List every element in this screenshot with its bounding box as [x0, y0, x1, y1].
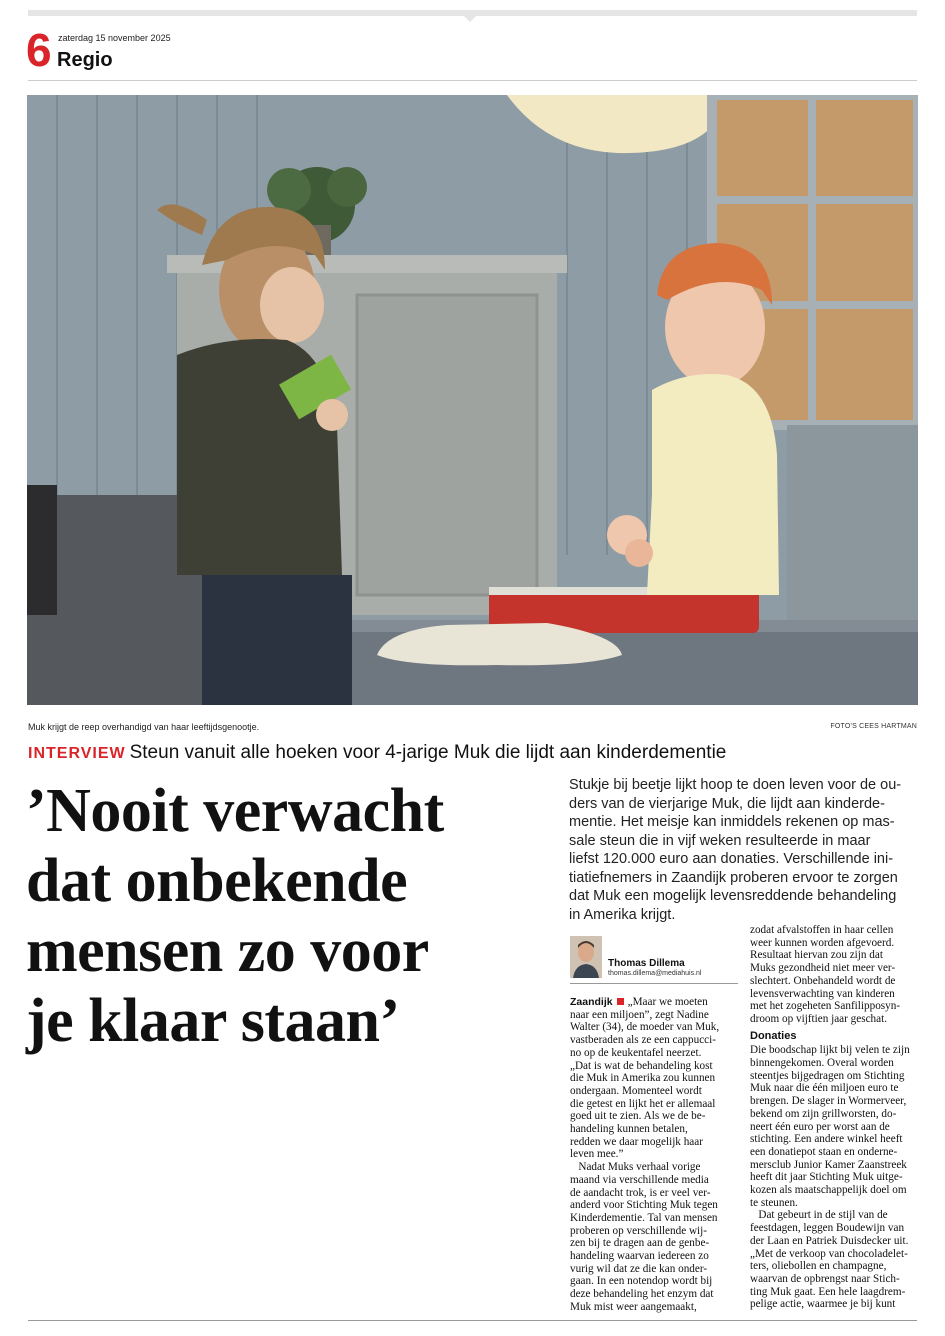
dateline: Zaandijk [570, 996, 613, 1008]
body-line: binnengekomen. Overal worden [750, 1057, 894, 1070]
author-email[interactable]: thomas.dillema@mediahuis.nl [608, 970, 702, 977]
body-line: de aandacht trok, is er veel ver- [570, 1186, 711, 1199]
body-line: steentjes bijgedragen om Stichting [750, 1069, 905, 1082]
body-line: heeft dit jaar Stichting Muk uitge- [750, 1171, 903, 1184]
headline-line: mensen zo voor [26, 917, 429, 985]
body-line: kozen als maatschappelijk doel om [750, 1184, 907, 1197]
body-line: levensverwachting van kinderen [750, 987, 895, 1000]
intro-line: sale steun die in vijf weken resulteerde in maar [569, 832, 871, 849]
author-name: Thomas Dillema [608, 958, 685, 969]
byline-rule [570, 983, 738, 984]
body-line: zen bij te dragen aan de genbe- [570, 1237, 710, 1250]
body-line: goed uit te zien. Als we de be- [570, 1110, 706, 1123]
body-line: slechtert. Onbehandeld wordt de [750, 974, 896, 987]
body-line: handeling waarvan iedereen zo [570, 1250, 709, 1263]
intro-line: dat Muk een mogelijk levensreddende behandeling [569, 888, 897, 904]
body-line: deze behandeling het enzym dat [570, 1288, 714, 1301]
photo-caption: Muk krijgt de reep overhandigd van haar leeftijdsgenootje. [28, 722, 260, 732]
body-line: ondergaan. Momenteel wordt [570, 1084, 702, 1097]
body-column-1 [570, 996, 738, 1314]
dateline-square-icon [617, 998, 624, 1005]
intertitle: Donaties [750, 1029, 797, 1042]
body-line: pelige actie, waarmee je bij kunt [750, 1298, 896, 1311]
article-photo [27, 95, 918, 705]
body-line: zodat afvalstoffen in haar cellen [750, 924, 894, 936]
body-line: handeling kunnen betalen, [570, 1123, 688, 1136]
body-line: mersclub Junior Kamer Zaanstreek [750, 1158, 907, 1171]
headline-line: ’Nooit verwacht [26, 777, 444, 845]
body-line: proberen op verschillende wij- [570, 1224, 707, 1237]
body-line: vastberaden als ze een cappucci- [570, 1034, 716, 1047]
body-line: anderd voor Stichting Muk tegen [570, 1199, 718, 1212]
body-line: Kinderdementie. Tal van mensen [570, 1211, 718, 1224]
body-line: no op de keukentafel neerzet. [570, 1046, 702, 1059]
body-line: der Laan en Patriek Duisdecker uit. [750, 1234, 909, 1247]
body-line: Dat gebeurt in de stijl van de [750, 1209, 888, 1222]
headline [26, 776, 566, 1056]
author-avatar [570, 936, 602, 978]
body-line: Die boodschap lijkt bij velen te zijn [750, 1044, 910, 1057]
top-notch [463, 15, 477, 22]
body-line: „Dat is wat de behandeling kost [570, 1059, 713, 1072]
body-line: feestdagen, leggen Boudewijn van [750, 1222, 905, 1235]
body-line: „Met de verkoop van chocoladelet- [750, 1247, 908, 1260]
headline-line: je klaar staan’ [26, 987, 400, 1055]
page-date: zaterdag 15 november 2025 [58, 33, 171, 43]
body-line: Muk mist weer aangemaakt, [570, 1300, 697, 1313]
section-title: Regio [57, 49, 113, 71]
body-line: stichting. Een andere winkel heeft [750, 1133, 903, 1146]
body-line: een donatiepot staan en onderne- [750, 1145, 898, 1158]
body-line: Walter (34), de moeder van Muk, [570, 1021, 720, 1034]
byline [570, 936, 738, 980]
subheadline: Steun vanuit alle hoeken voor 4-jarige Muk die lijdt aan kinderdementie [129, 742, 727, 763]
kicker-line [28, 742, 917, 764]
header-rule [28, 80, 917, 81]
body-line: gaan. In een notendop wordt bij [570, 1275, 713, 1288]
body-line: Nadat Muks verhaal vorige [570, 1161, 701, 1174]
body-line [570, 996, 738, 1009]
body-line: ting Muk gaat. Een hele laagdrem- [750, 1285, 906, 1298]
body-line: brengen. De slager in Wormerveer, [750, 1095, 907, 1108]
body-line: ters, oliebollen en champagne, [750, 1260, 887, 1273]
kicker-label: INTERVIEW [28, 745, 126, 762]
body-line: weer kunnen worden afgevoerd. [750, 936, 895, 949]
body-line: leven mee.” [570, 1148, 624, 1161]
body-line: maand via verschillende media [570, 1173, 709, 1186]
intro-line: in Amerika krijgt. [569, 906, 676, 923]
body-line: neert één euro per worst aan de [750, 1120, 890, 1133]
body-line: droom op vijftien jaar geschat. [750, 1012, 888, 1025]
intro-line: mentie. Het meisje kan inmiddels rekenen op mas- [569, 814, 895, 830]
intro-line: Stukje bij beetje lijkt hoop te doen leven voor de ou- [569, 777, 902, 793]
intro-paragraph [569, 776, 917, 924]
body-line-text: „Maar we moeten [627, 996, 708, 1008]
page-number: 6 [26, 24, 52, 76]
intro-line: ders van de vierjarige Muk, die lijdt aan kinderde- [569, 795, 885, 812]
bottom-rule [28, 1320, 917, 1321]
body-line: die getest en lijkt het er allemaal [570, 1097, 716, 1110]
intro-line: liefst 120.000 euro aan donaties. Verschillende ini- [569, 851, 894, 867]
body-line: te steunen. [750, 1196, 798, 1209]
headline-line: dat onbekende [26, 847, 408, 915]
body-line: Resultaat hiervan zou zijn dat [750, 949, 883, 962]
body-line: redden we daar mogelijk haar [570, 1135, 703, 1148]
body-line: Muk naar die één miljoen euro te [750, 1082, 899, 1095]
body-line: met het zogeheten Sanfilipposyn- [750, 1000, 901, 1013]
photo-credit: FOTO'S CEES HARTMAN [830, 723, 917, 730]
body-line: Muks gezondheid niet meer ver- [750, 962, 896, 975]
intro-line: tiatiefnemers in Zaandijk proberen ervoor te zorgen [569, 869, 898, 886]
body-line: bekend om zijn grillworsten, do- [750, 1107, 897, 1120]
body-line: die Muk in Amerika zou kunnen [570, 1072, 716, 1085]
body-line: naar een miljoen”, zegt Nadine [570, 1008, 709, 1021]
body-line: vurig wil dat ze die kan onder- [570, 1262, 708, 1275]
body-column-2 [750, 924, 918, 1311]
body-line: waarvan de opbrengst naar Stich- [750, 1272, 900, 1285]
